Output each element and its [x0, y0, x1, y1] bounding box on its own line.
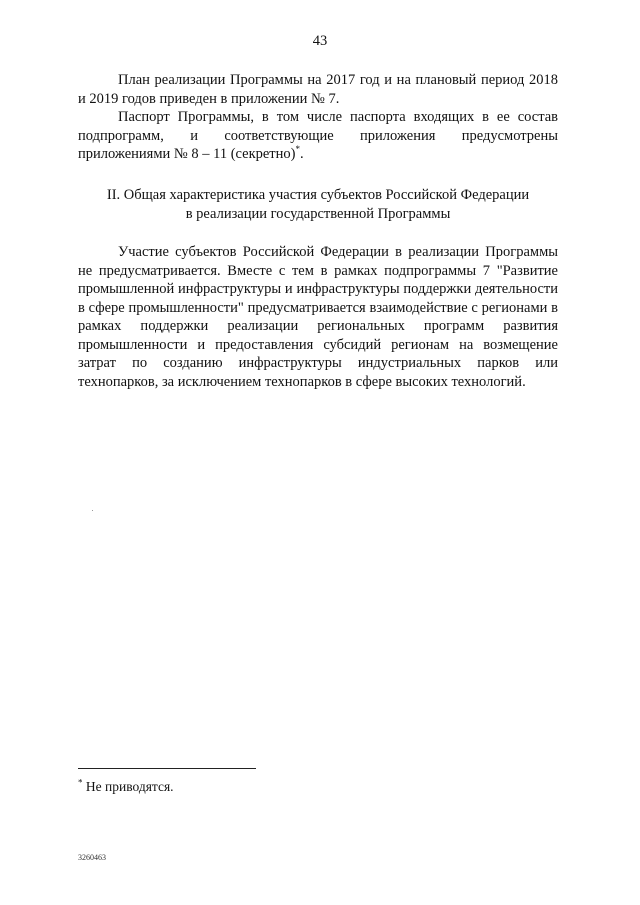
footnote-mark: * [78, 777, 83, 788]
paragraph-program-plan: План реализации Программы на 2017 год и на плановый период 2018 и 2019 годов приведен в приложении № 7. [78, 72, 558, 107]
section-heading-line-2: в реализации государственной Программы [185, 205, 451, 222]
footnote [78, 779, 174, 795]
section-heading-line-1: II. Общая характеристика участия субъектов Российской Федерации [106, 187, 530, 203]
footnote-divider [78, 768, 256, 769]
paragraph-passport-end: . [300, 146, 304, 162]
scan-speck [92, 510, 93, 511]
paragraph-regions-participation: Участие субъектов Российской Федерации в реализации Программы не предусматривается. Вместе с тем в рамках подпрограммы 7 "Развитие промышленной инфраструктуры и инфраструктуры поддержки деятельности в сфере промышленности" предусматривается взаимодействие с регионами в рамках поддержки реализации региональных программ развития промышленности и предоставления субсидий регионам на возмещение затрат по созданию инфраструктуры индустриальных парков или технопарков, за исключением технопарков в сфере высоких технологий. [78, 244, 558, 390]
paragraph-passport-text: Паспорт Программы, в том числе паспорта входящих в ее состав подпрограмм, и соответствующие приложения предусмотрены приложениями № 8 – 11 (секретно) [78, 109, 558, 162]
section-heading [78, 186, 558, 223]
footnote-text: Не приводятся. [82, 779, 174, 794]
document-code: 3260463 [78, 853, 106, 862]
paragraph-program-passport [78, 108, 558, 164]
footnote-reference: * [295, 144, 300, 155]
page-number: 43 [312, 33, 328, 49]
